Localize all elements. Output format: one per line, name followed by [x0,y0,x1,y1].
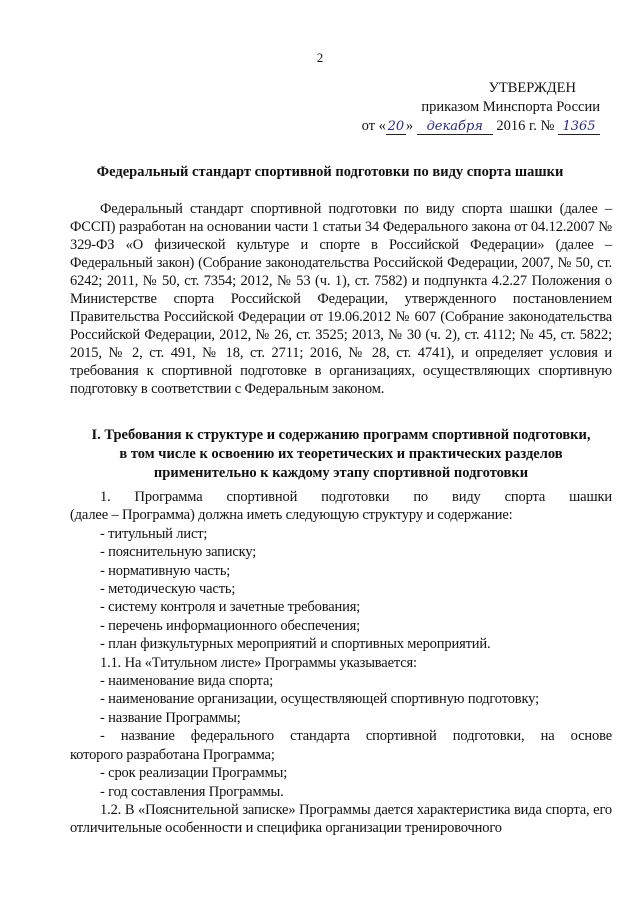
section-heading-line-1: I. Требования к структуре и содержанию программ спортивной подготовки, [91,427,591,443]
list-item: - перечень информационного обеспечения; [100,617,361,634]
order-date-line [362,117,600,136]
order-line: приказом Минспорта России [421,99,600,115]
list-item-long-first: - название федерального стандарта спортивной подготовки, на основе [100,728,612,745]
list-item: - год составления Программы. [100,783,284,800]
paragraph-1-2: 1.2. В «Пояснительной записке» Программы дается характеристика вида спорта, его отличительные особенности и специфика организации тренировочного [70,801,612,837]
approval-block [362,79,600,136]
date-prefix: от « [361,118,386,134]
section-heading-line-3: применительно к каждому этапу спортивной подготовки [153,465,529,481]
paragraph-1-first-line: 1. Программа спортивной подготовки по виду спорта шашки [100,489,612,505]
list-item: - наименование организации, осуществляющей спортивную подготовку; [100,691,539,708]
approved-label: УТВЕРЖДЕН [488,80,576,96]
list-item: - название Программы; [100,709,241,726]
intro-paragraph: Федеральный стандарт спортивной подготовки по виду спорта шашки (далее – ФССП) разработан на основании части 1 статьи 34 Федерального закона от 04.12.2007 № 329-ФЗ «О физической культуре и спорте в Российской Федерации» (далее – Федеральный закон) (Собрание законодательства Российской Федерации, 2007, № 50, ст. 6242; 2011, № 50, ст. 7354; 2012, № 53 (ч. 1), ст. 7582) и подпункта 4.2.27 Положения о Министерстве спорта Российской Федерации, утвержденного постановлением Правительства Российской Федерации от 19.06.2012 № 607 (Собрание законодательства Российской Федерации, 2012, № 26, ст. 3525; 2013, № 30 (ч. 2), ст. 4112; № 45, ст. 5822; 2015, № 2, ст. 491, № 18, ст. 2711; 2016, № 28, ст. 4741), и определяет условия и требования к спортивной подготовке в организациях, осуществляющих спортивную подготовку в соответствии с Федеральным законом. [70,201,612,397]
paragraph-1-1: 1.1. На «Титульном листе» Программы указывается: [100,654,417,671]
list-item: - пояснительную записку; [100,544,257,561]
list-item: - нормативную часть; [100,562,231,579]
section-heading-line-2: в том числе к освоению их теоретических и практических разделов [119,446,563,462]
list-item: - план физкультурных мероприятий и спортивных мероприятий. [100,636,491,653]
list-item: - систему контроля и зачетные требования; [100,599,361,616]
list-item: - титульный лист; [100,525,208,542]
date-year: 2016 г. № [496,118,555,134]
title-sheet-list-tail [70,764,612,801]
list-item: - наименование вида спорта; [100,673,274,690]
date-mid: » [405,118,414,134]
list-item: - срок реализации Программы; [100,765,288,782]
page-number: 2 [316,50,324,65]
document-title: Федеральный стандарт спортивной подготовки по виду спорта шашки [96,164,564,180]
handwritten-day: 20 [387,119,405,134]
handwritten-number: 1365 [558,119,600,135]
handwritten-month: декабря [417,119,493,135]
section-heading [70,426,612,483]
list-item-long-second: которого разработана Программа; [70,746,275,763]
paragraph-1-second-line: (далее – Программа) должна иметь следующую структуру и содержание: [70,507,513,524]
structure-list [70,525,612,654]
section-body [70,488,612,838]
title-sheet-list [70,672,612,727]
list-item: - методическую часть; [100,581,236,598]
